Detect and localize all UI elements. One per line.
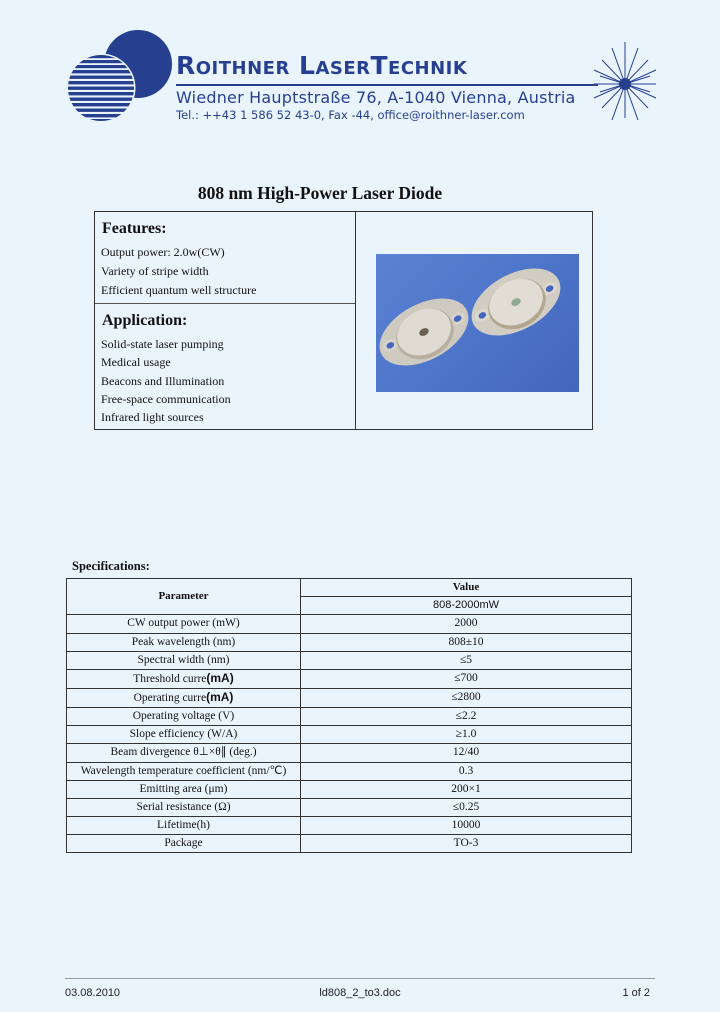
letterhead-rule [176,84,598,86]
product-photo [376,254,579,392]
company-name: Roithner LaserTechnik [176,51,468,80]
table-row [67,798,632,816]
value-subheader: 808-2000mW [301,597,632,615]
features-heading: Features: [102,220,167,237]
features-text-column [95,212,356,429]
value-cell: 808±10 [301,633,632,651]
parameter-cell: Spectral width (nm) [67,651,301,669]
footer-page-number: 1 of 2 [622,987,650,999]
company-address: Wiedner Hauptstraße 76, A-1040 Vienna, Austria [176,88,576,107]
list-item: Variety of stripe width [101,264,209,278]
application-heading: Application: [102,312,188,329]
parameter-cell: Emitting area (μm) [67,780,301,798]
features-box [94,211,593,430]
value-cell: ≤0.25 [301,798,632,816]
value-column-header: Value [301,579,632,597]
table-row [67,633,632,651]
table-row [67,744,632,762]
parameter-cell: CW output power (mW) [67,615,301,633]
parameter-cell: Serial resistance (Ω) [67,798,301,816]
table-row [67,762,632,780]
value-cell: ≤5 [301,651,632,669]
parameter-cell: Peak wavelength (nm) [67,633,301,651]
value-cell: 10000 [301,817,632,835]
value-cell: ≤2.2 [301,707,632,725]
value-cell: 12/40 [301,744,632,762]
list-item: Beacons and Illumination [101,373,225,388]
footer-rule [65,978,655,979]
document-title: 808 nm High-Power Laser Diode [197,183,443,203]
table-row [67,817,632,835]
table-row [67,651,632,669]
value-cell: 200×1 [301,780,632,798]
parameter-cell: Lifetime(h) [67,817,301,835]
parameter-cell: Wavelength temperature coefficient (nm/℃) [67,762,301,780]
specifications-heading: Specifications: [72,559,150,573]
application-list [101,335,355,426]
value-cell: TO-3 [301,835,632,853]
laser-starburst-icon [590,40,670,120]
parameter-unit: (mA) [206,689,234,704]
table-row [67,726,632,744]
list-item: Infrared light sources [101,410,204,425]
parameter-text: Operating curre [133,691,207,704]
parameter-cell: Beam divergence θ⊥×θ∥ (deg.) [67,744,301,762]
company-contact: Tel.: ++43 1 586 52 43-0, Fax -44, office@roithner-laser.com [176,108,525,122]
parameter-text: Threshold curre [133,672,207,685]
footer-date: 03.08.2010 [65,987,121,999]
parameter-cell: Slope efficiency (W/A) [67,726,301,744]
parameter-cell [67,669,301,688]
features-section [95,212,355,304]
parameter-column-header: Parameter [67,579,301,615]
value-cell: ≤700 [301,669,632,688]
value-cell: ≤2800 [301,688,632,707]
table-row [67,615,632,633]
parameter-cell: Operating voltage (V) [67,707,301,725]
parameter-unit: (mA) [206,670,234,685]
list-item: Efficient quantum well structure [101,283,257,297]
value-cell: 0.3 [301,762,632,780]
list-item: Solid-state laser pumping [101,337,224,351]
application-section [95,304,355,430]
parameter-cell: Package [67,835,301,853]
striped-circles-logo-icon [66,26,176,126]
specifications-table [66,578,632,853]
table-row [67,688,632,707]
list-item: Output power: 2.0w(CW) [101,245,225,259]
list-item: Medical usage [101,355,171,370]
table-row [67,707,632,725]
table-row [67,780,632,798]
parameter-cell [67,688,301,707]
list-item: Free-space communication [101,391,231,406]
value-cell: 2000 [301,615,632,633]
table-row [67,669,632,688]
footer-filename: ld808_2_to3.doc [319,987,401,999]
value-cell: ≥1.0 [301,726,632,744]
table-row [67,835,632,853]
table-header-row [67,579,632,597]
features-list [101,243,355,300]
